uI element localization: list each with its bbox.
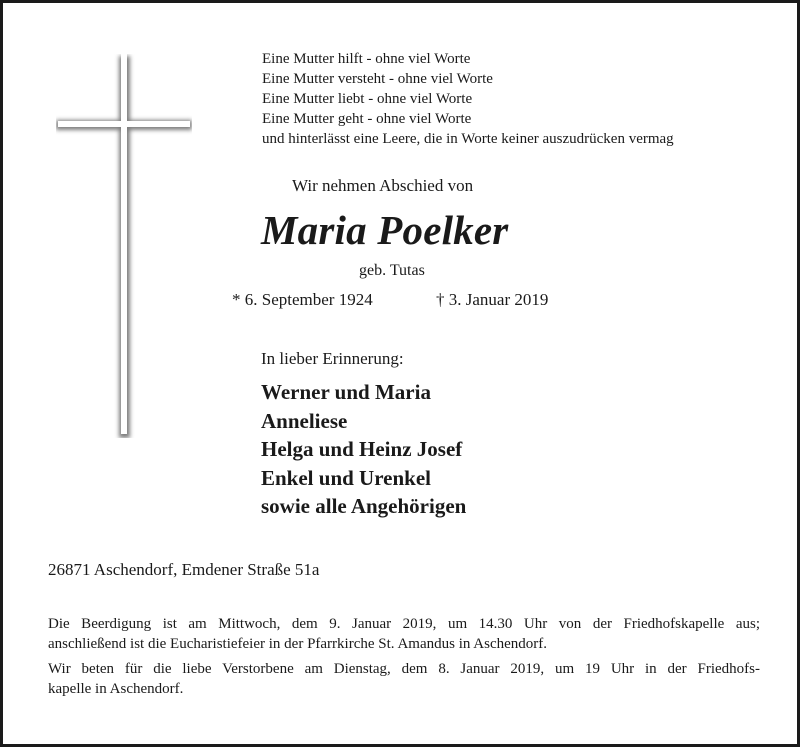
mourner: Helga und Heinz Josef: [261, 437, 463, 461]
poem: [262, 49, 674, 149]
poem-line: Eine Mutter hilft - ohne viel Worte: [262, 51, 471, 67]
address: 26871 Aschendorf, Emdener Straße 51a: [48, 560, 320, 579]
poem-line: Eine Mutter liebt - ohne viel Worte: [262, 91, 473, 107]
mourner: Anneliese: [261, 408, 348, 433]
poem-line: und hinterlässt eine Leere, die in Worte keiner auszudrücken vermag: [262, 131, 674, 147]
mourner: sowie alle Angehörigen: [261, 494, 467, 518]
notice-line: Die Beerdigung ist am Mittwoch, dem 9. Januar 2019, um 14.30 Uhr von der Friedhofskapelle aus;: [48, 616, 760, 632]
deceased-name: Maria Poelker: [261, 207, 509, 253]
mourner: Enkel und Urenkel: [261, 465, 431, 490]
prayer-notice: [48, 659, 760, 699]
poem-line: Eine Mutter versteht - ohne viel Worte: [262, 71, 493, 87]
poem-line: Eine Mutter geht - ohne viel Worte: [262, 111, 472, 127]
birth-date: * 6. September 1924: [232, 290, 373, 309]
death-date: † 3. Januar 2019: [436, 290, 549, 309]
mourners-list: [261, 378, 466, 521]
mourner: Werner und Maria: [261, 380, 431, 404]
cross-icon: [56, 54, 192, 438]
farewell-intro: Wir nehmen Abschied von: [292, 176, 474, 195]
notice-line: kapelle in Aschendorf.: [48, 681, 184, 697]
maiden-name: geb. Tutas: [359, 262, 425, 279]
funeral-notice: [48, 614, 760, 654]
notice-line: anschließend ist die Eucharistiefeier in der Pfarrkirche St. Amandus in Aschendorf.: [48, 636, 548, 652]
notice-line: Wir beten für die liebe Verstorbene am Dienstag, dem 8. Januar 2019, um 19 Uhr in der Friedhofs-: [48, 661, 760, 677]
memory-label: In lieber Erinnerung:: [261, 349, 404, 368]
